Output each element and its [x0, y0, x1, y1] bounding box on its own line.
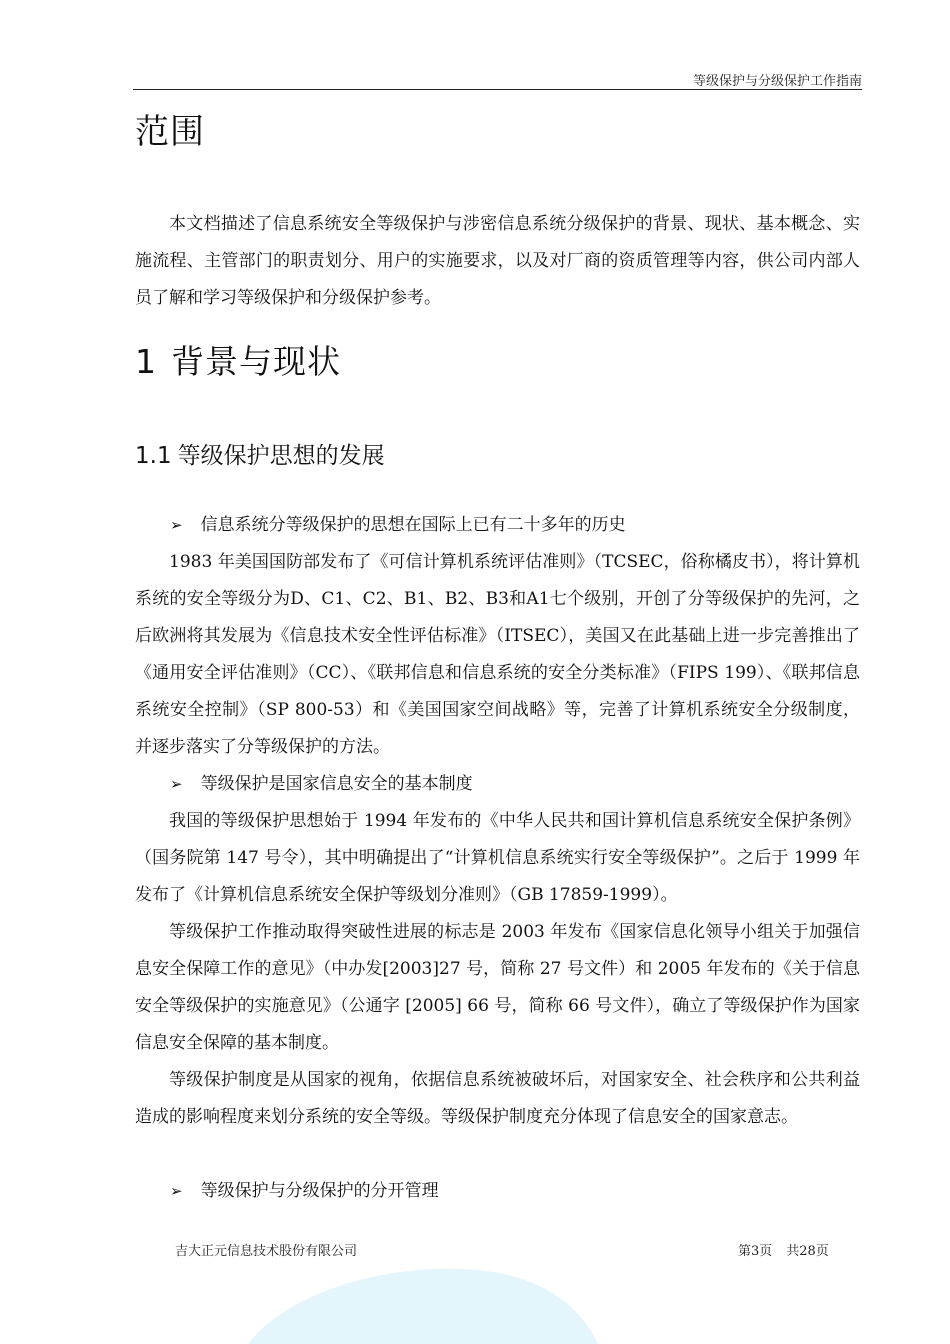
body-paragraph: 等级保护工作推动取得突破性进展的标志是 2003 年发布《国家信息化领导小组关于加强信息安全保障工作的意见》（中办发[2003]27 号，简称 27 号文件）和 2005 年发布的《关于信息安全等级保护的实施意见》（公通字 [2005] 66 号，简称 66 号文件），确立了等级保护作为国家信息安全保障的基本制度。 [135, 922, 860, 1053]
footer-page-number: 第3页 [738, 1244, 773, 1259]
arrow-bullet-icon: ➢ [170, 775, 183, 793]
bullet-text: 等级保护是国家信息安全的基本制度 [200, 774, 473, 794]
bullet-item [170, 1173, 439, 1210]
body-paragraph: 我国的等级保护思想始于 1994 年发布的《中华人民共和国计算机信息系统安全保护条例》（国务院第 147 号令），其中明确提出了“计算机信息系统实行安全等级保护”。之后于 1999 年发布了《计算机信息系统安全保护等级划分准则》（GB 17859-1999）。 [135, 811, 860, 905]
arrow-bullet-icon: ➢ [170, 1182, 183, 1200]
section-1-heading [135, 336, 341, 383]
footer-page-total: 共28页 [786, 1244, 829, 1259]
section-1-1-heading [135, 437, 385, 470]
header-rule [133, 89, 862, 90]
scope-paragraph: 本文档描述了信息系统安全等级保护与涉密信息系统分级保护的背景、现状、基本概念、实施流程、主管部门的职责划分、用户的实施要求，以及对厂商的资质管理等内容，供公司内部人员了解和学习等级保护和分级保护参考。 [135, 214, 860, 308]
page-header-title: 等级保护与分级保护工作指南 [692, 74, 862, 89]
footer-company: 吉大正元信息技术股份有限公司 [175, 1244, 358, 1259]
footer-page-info [738, 1240, 829, 1259]
body-paragraph: 等级保护制度是从国家的视角，依据信息系统被破坏后，对国家安全、社会秩序和公共利益造成的影响程度来划分系统的安全等级。等级保护制度充分体现了信息安全的国家意志。 [135, 1070, 860, 1127]
bullet-text: 等级保护与分级保护的分开管理 [200, 1181, 439, 1201]
bullet-text: 信息系统分等级保护的思想在国际上已有二十多年的历史 [200, 515, 626, 535]
section-1-title: 背景与现状 [171, 342, 341, 381]
bullet-item [170, 507, 626, 544]
body-paragraph: 1983 年美国国防部发布了《可信计算机系统评估准则》（TCSEC，俗称橘皮书），将计算机系统的安全等级分为D、C1、C2、B1、B2、B3和A1七个级别，开创了分等级保护的先河，之后欧洲将其发展为《信息技术安全性评估标准》（ITSEC），美国又在此基础上进一步完善推出了《通用安全评估准则》（CC）、《联邦信息和信息系统的安全分类标准》（FIPS 199）、《联邦信息系统安全控制》（SP 800-53）和《美国国家空间战略》等，完善了计算机系统安全分级制度，并逐步落实了分等级保护的方法。 [135, 552, 860, 757]
scope-heading: 范围 [135, 112, 205, 152]
section-1-number: 1 [135, 342, 157, 381]
section-1-1-title: 等级保护思想的发展 [177, 443, 385, 469]
arrow-bullet-icon: ➢ [170, 516, 183, 534]
bullet-item [170, 766, 473, 803]
section-1-1-number: 1.1 [135, 443, 172, 469]
decorative-wave-shape [248, 1262, 608, 1344]
